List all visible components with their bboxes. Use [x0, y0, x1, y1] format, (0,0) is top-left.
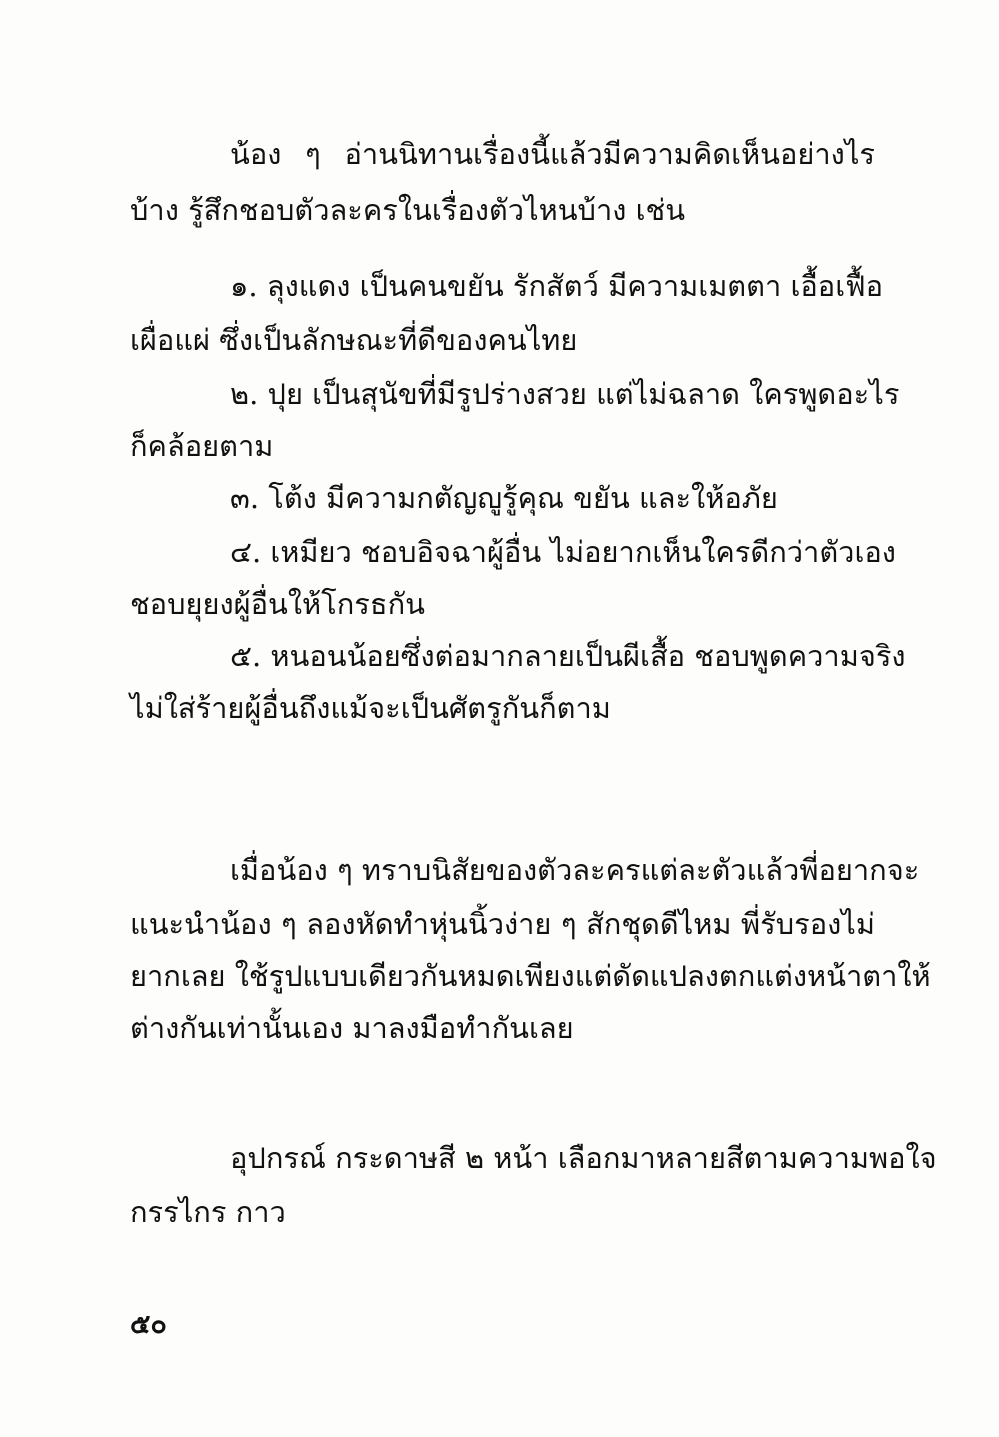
- instructions-line-3: ยากเลย ใช้รูปแบบเดียวกันหมดเพียงแต่ดัดแปลงตกแต่งหน้าตาให้: [130, 959, 931, 993]
- item-1-line-2: เผื่อแผ่ ซึ่งเป็นลักษณะที่ดีของคนไทย: [130, 323, 578, 357]
- item-4-line-2: ชอบยุยงผู้อื่นให้โกรธกัน: [130, 587, 425, 621]
- instructions-line-1: เมื่อน้อง ๆ ทราบนิสัยของตัวละครแต่ละตัวแล้วพี่อยากจะ: [230, 853, 920, 887]
- item-5-line-2: ไม่ใส่ร้ายผู้อื่นถึงแม้จะเป็นศัตรูกันก็ตาม: [130, 691, 611, 725]
- item-3-line-1: ๓. โต้ง มีความกตัญญูรู้คุณ ขยัน และให้อภัย: [230, 481, 778, 515]
- materials-line-2: กรรไกร กาว: [130, 1195, 286, 1229]
- item-4-line-1: ๔. เหมียว ชอบอิจฉาผู้อื่น ไม่อยากเห็นใครดีกว่าตัวเอง: [230, 535, 896, 569]
- item-2-line-2: ก็คล้อยตาม: [130, 429, 274, 463]
- instructions-line-2: แนะนำน้อง ๆ ลองหัดทำหุ่นนิ้วง่าย ๆ สักชุดดีไหม พี่รับรองไม่: [130, 907, 875, 941]
- item-1-line-1: ๑. ลุงแดง เป็นคนขยัน รักสัตว์ มีความเมตตา เอื้อเฟื้อ: [230, 269, 884, 303]
- item-5-line-1: ๕. หนอนน้อยซึ่งต่อมากลายเป็นผีเสื้อ ชอบพูดความจริง: [230, 639, 906, 673]
- item-2-line-1: ๒. ปุย เป็นสุนัขที่มีรูปร่างสวย แต่ไม่ฉลาด ใครพูดอะไร: [230, 377, 900, 411]
- materials-line-1: อุปกรณ์ กระดาษสี ๒ หน้า เลือกมาหลายสีตามความพอใจ: [230, 1141, 937, 1175]
- instructions-line-4: ต่างกันเท่านั้นเอง มาลงมือทำกันเลย: [130, 1011, 574, 1045]
- page-number: ๕๐: [130, 1309, 167, 1340]
- intro-line-2: บ้าง รู้สึกชอบตัวละครในเรื่องตัวไหนบ้าง เช่น: [130, 193, 686, 227]
- intro-line-1: น้อง ๆ อ่านนิทานเรื่องนี้แล้วมีความคิดเห็นอย่างไร: [230, 137, 875, 171]
